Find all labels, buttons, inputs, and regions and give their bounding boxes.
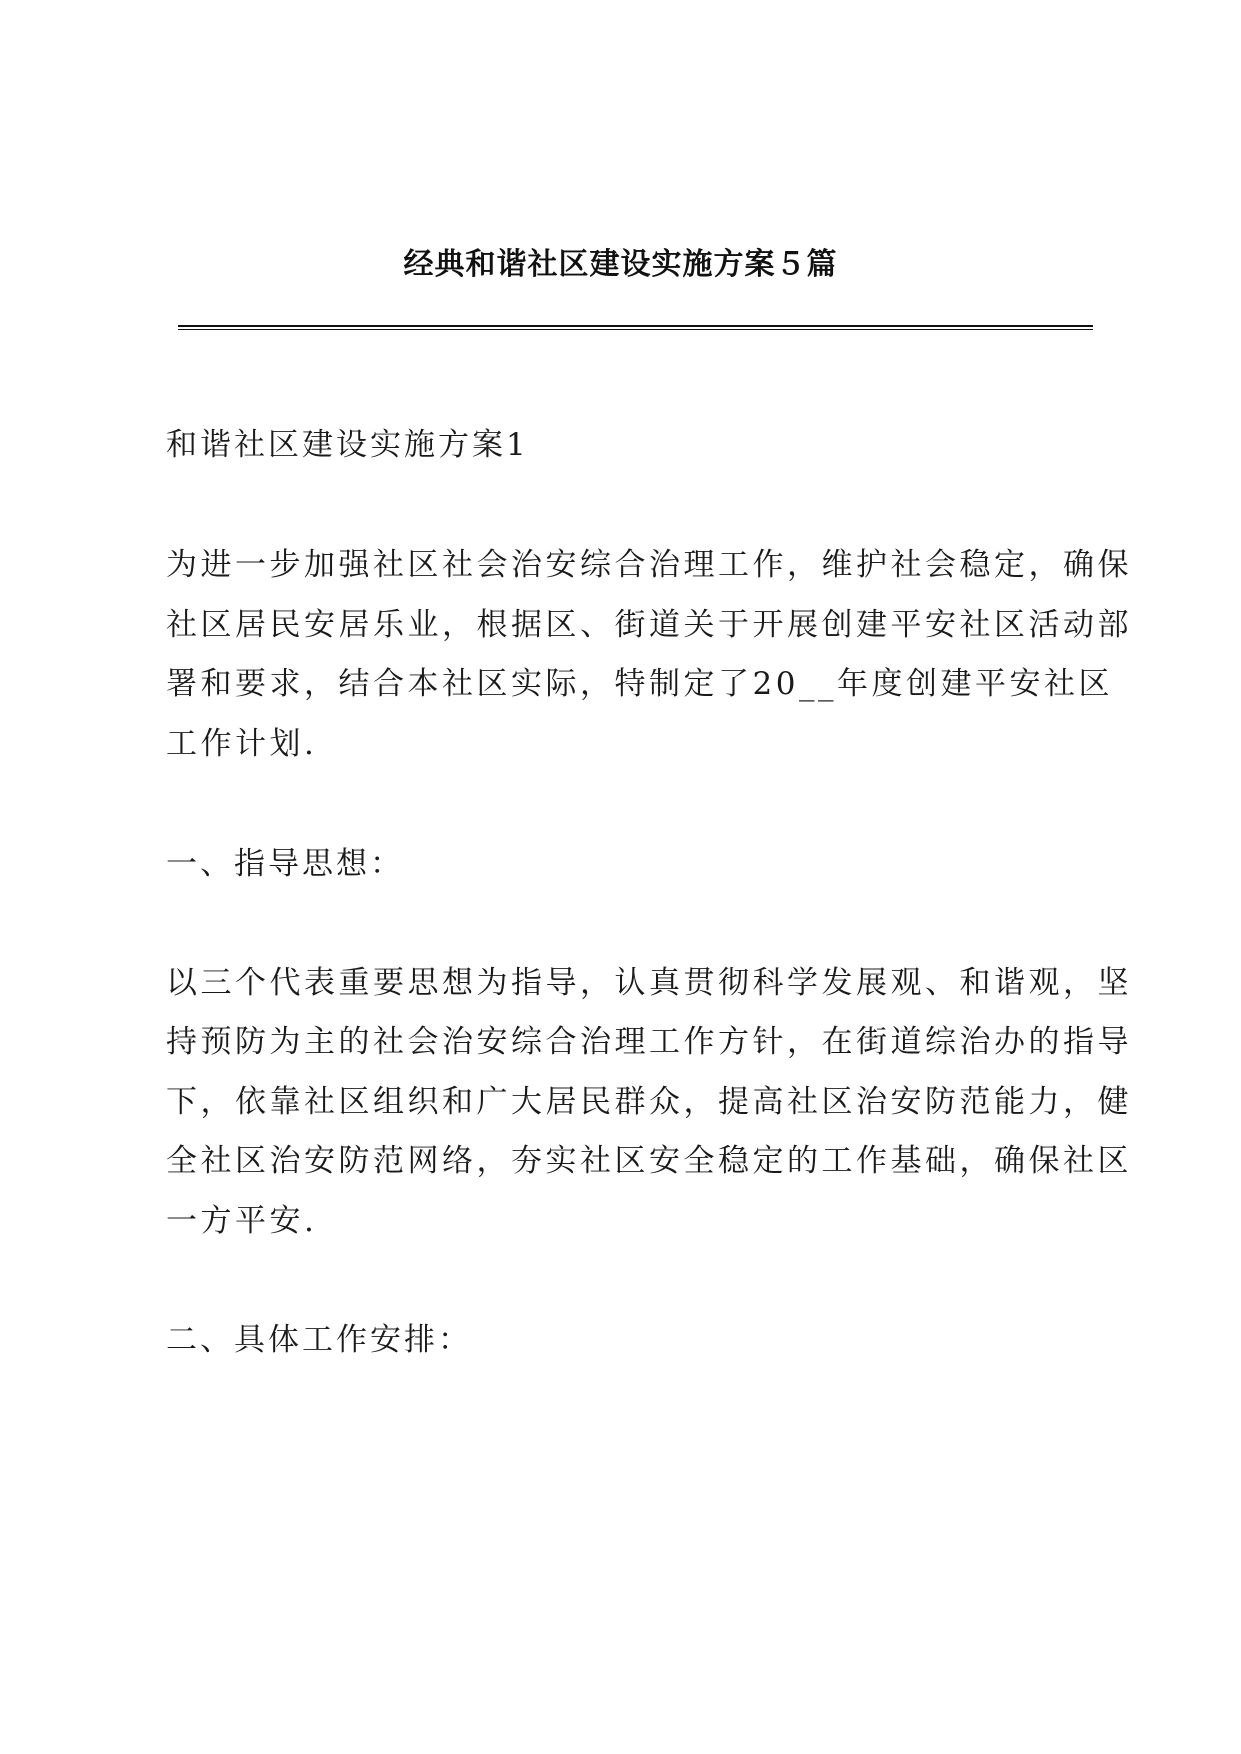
guiding-paragraph-line: 下，依靠社区组织和广大居民群众，提高社区治安防范能力，健	[166, 1084, 1132, 1120]
intro-paragraph-line: 工作计划.	[166, 726, 318, 762]
guiding-paragraph-line: 持预防为主的社会治安综合治理工作方针，在街道综治办的指导	[166, 1024, 1132, 1060]
guiding-paragraph-line: 全社区治安防范网络，夯实社区安全稳定的工作基础，确保社区	[166, 1143, 1132, 1179]
heading-guiding-thought: 一、指导思想：	[166, 846, 404, 882]
title-double-rule	[178, 325, 1093, 330]
document-title: 经典和谐社区建设实施方案５篇	[403, 247, 838, 282]
intro-paragraph-line: 社区居民安居乐业，根据区、街道关于开展创建平安社区活动部	[166, 607, 1132, 643]
guiding-paragraph-line: 一方平安.	[166, 1203, 318, 1239]
heading-work-arrangement: 二、具体工作安排：	[166, 1322, 472, 1358]
section-title: 和谐社区建设实施方案1	[166, 427, 529, 463]
intro-paragraph-line: 为进一步加强社区社会治安综合治理工作，维护社会稳定，确保	[166, 547, 1132, 583]
intro-paragraph-line: 署和要求，结合本社区实际，特制定了20__年度创建平安社区	[166, 666, 1113, 702]
guiding-paragraph-line: 以三个代表重要思想为指导，认真贯彻科学发展观、和谐观，坚	[166, 965, 1132, 1001]
